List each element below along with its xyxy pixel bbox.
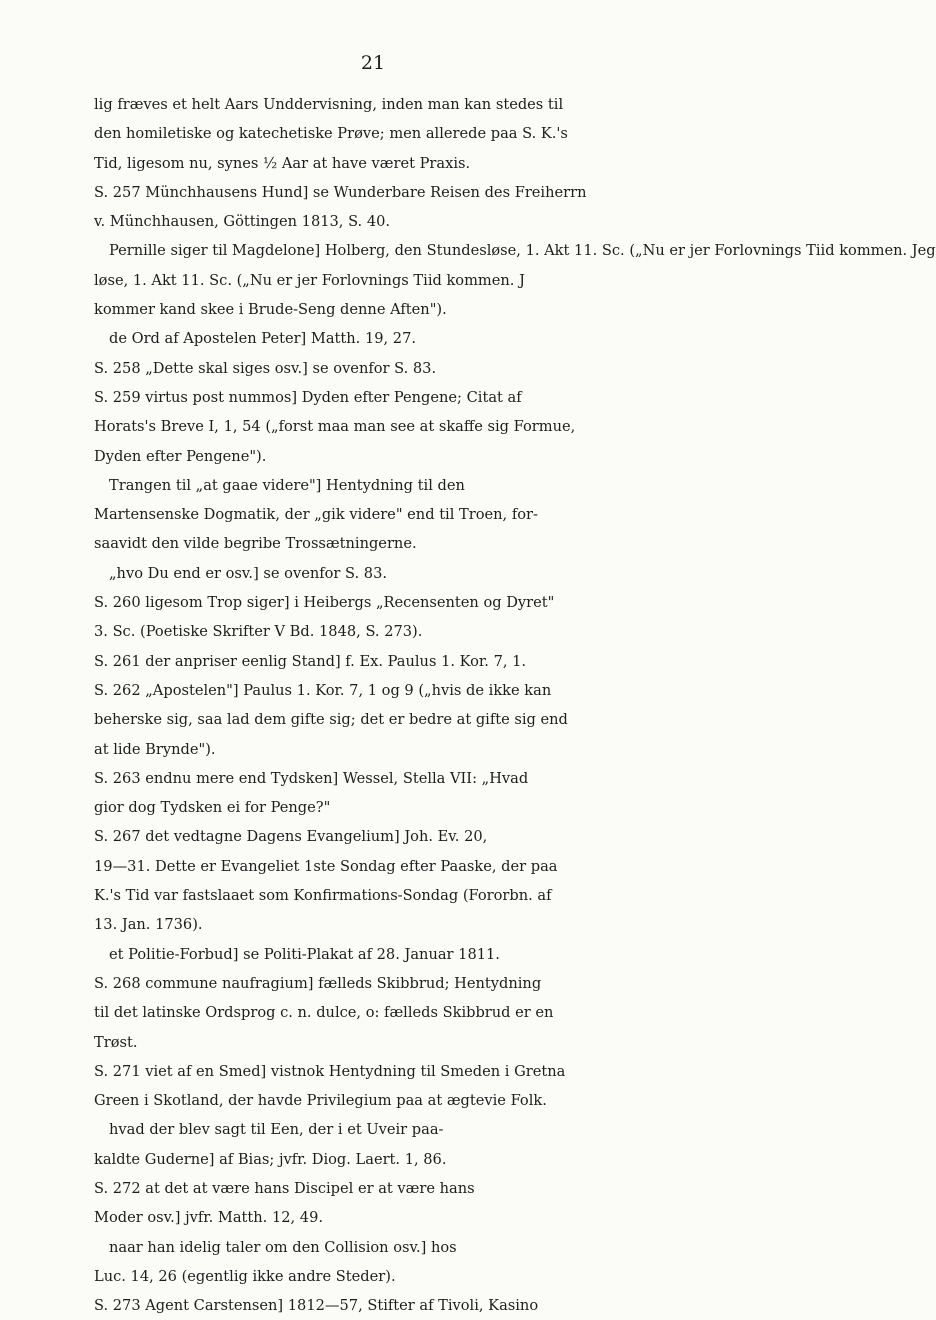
text-line: Tid, ligesom nu, synes ½ Aar at have været Praxis.	[94, 154, 471, 172]
text-line: kommer kand skee i Brude-Seng denne Aften").	[94, 301, 447, 319]
text-line: Trøst.	[94, 1033, 138, 1051]
text-line: naar han idelig taler om den Collision osv.] hos	[109, 1238, 457, 1256]
text-line: saavidt den vilde begribe Trossætningerne.	[94, 535, 417, 553]
text-line: S. 261 der anpriser eenlig Stand] f. Ex. Paulus 1. Kor. 7, 1.	[94, 652, 527, 670]
text-line: „hvo Du end er osv.] se ovenfor S. 83.	[109, 564, 387, 582]
commentary-text	[94, 90, 936, 1320]
text-line: S. 260 ligesom Trop siger] i Heibergs „Recensenten og Dyret"	[94, 594, 555, 612]
text-line: lig fræves et helt Aars Unddervisning, inden man kan stedes til	[94, 96, 564, 113]
text-line: at lide Brynde").	[94, 740, 216, 758]
text-line: S. 262 „Apostelen"] Paulus 1. Kor. 7, 1 og 9 („hvis de ikke kan	[94, 681, 552, 699]
text-line: Pernille siger til Magdelone] Holberg, den Stundesløse, 1. Akt 11. Sc. („Nu er jer Forlovnings Tiid kommen. Jeg	[109, 242, 936, 260]
text-line: v. Münchhausen, Göttingen 1813, S. 40.	[94, 213, 391, 231]
text-line: den homiletiske og katechetiske Prøve; men allerede paa S. K.'s	[94, 125, 568, 143]
text-line: S. 257 Münchhausens Hund] se Wunderbare Reisen des Freiherrn	[94, 183, 587, 201]
text-line: S. 259 virtus post nummos] Dyden efter Pengene; Citat af	[94, 388, 522, 406]
text-line: S. 263 endnu mere end Tydsken] Wessel, Stella VII: „Hvad	[94, 769, 529, 787]
text-line: Moder osv.] jvfr. Matth. 12, 49.	[94, 1209, 324, 1227]
text-line: 3. Sc. (Poetiske Skrifter V Bd. 1848, S. 273).	[94, 623, 423, 641]
text-line: 19—31. Dette er Evangeliet 1ste Sondag efter Paaske, der paa	[94, 857, 558, 875]
text-line: 13. Jan. 1736).	[94, 916, 203, 934]
text-line: S. 258 „Dette skal siges osv.] se ovenfor S. 83.	[94, 359, 437, 377]
text-line: S. 272 at det at være hans Discipel er at være hans	[94, 1179, 475, 1197]
text-line: et Politie-Forbud] se Politi-Plakat af 28. Januar 1811.	[109, 945, 500, 963]
text-line: Martensenske Dogmatik, der „gik videre" end til Troen, for-	[94, 506, 538, 524]
text-line: S. 271 viet af en Smed] vistnok Hentydning til Smeden i Gretna	[94, 1062, 566, 1080]
page-number: 21	[360, 52, 386, 74]
text-line: beherske sig, saa lad dem gifte sig; det er bedre at gifte sig end	[94, 711, 568, 729]
text-line: S. 267 det vedtagne Dagens Evangelium] Joh. Ev. 20,	[94, 828, 488, 846]
text-line: Green i Skotland, der havde Privilegium paa at ægtevie Folk.	[94, 1092, 547, 1110]
text-line: S. 268 commune naufragium] fælleds Skibbrud; Hentydning	[94, 974, 542, 992]
text-line: løse, 1. Akt 11. Sc. („Nu er jer Forlovnings Tiid kommen. J	[94, 271, 525, 289]
text-line: K.'s Tid var fastslaaet som Konfirmations-Sondag (Fororbn. af	[94, 887, 552, 905]
text-line: Horats's Breve I, 1, 54 („forst maa man see at skaffe sig Formue,	[94, 418, 576, 436]
text-line: Luc. 14, 26 (egentlig ikke andre Steder).	[94, 1267, 396, 1285]
text-line: Trangen til „at gaae videre"] Hentydning til den	[109, 476, 465, 494]
text-line: kaldte Guderne] af Bias; jvfr. Diog. Laert. 1, 86.	[94, 1150, 447, 1168]
text-line: de Ord af Apostelen Peter] Matth. 19, 27.	[109, 330, 416, 348]
text-line: Dyden efter Pengene").	[94, 447, 267, 465]
text-line: gior dog Tydsken ei for Penge?"	[94, 799, 331, 817]
text-line: hvad der blev sagt til Een, der i et Uveir paa-	[109, 1121, 444, 1139]
text-line: til det latinske Ordsprog c. n. dulce, o: fælleds Skibbrud er en	[94, 1004, 554, 1022]
text-line: S. 273 Agent Carstensen] 1812—57, Stifter af Tivoli, Kasino	[94, 1297, 539, 1315]
